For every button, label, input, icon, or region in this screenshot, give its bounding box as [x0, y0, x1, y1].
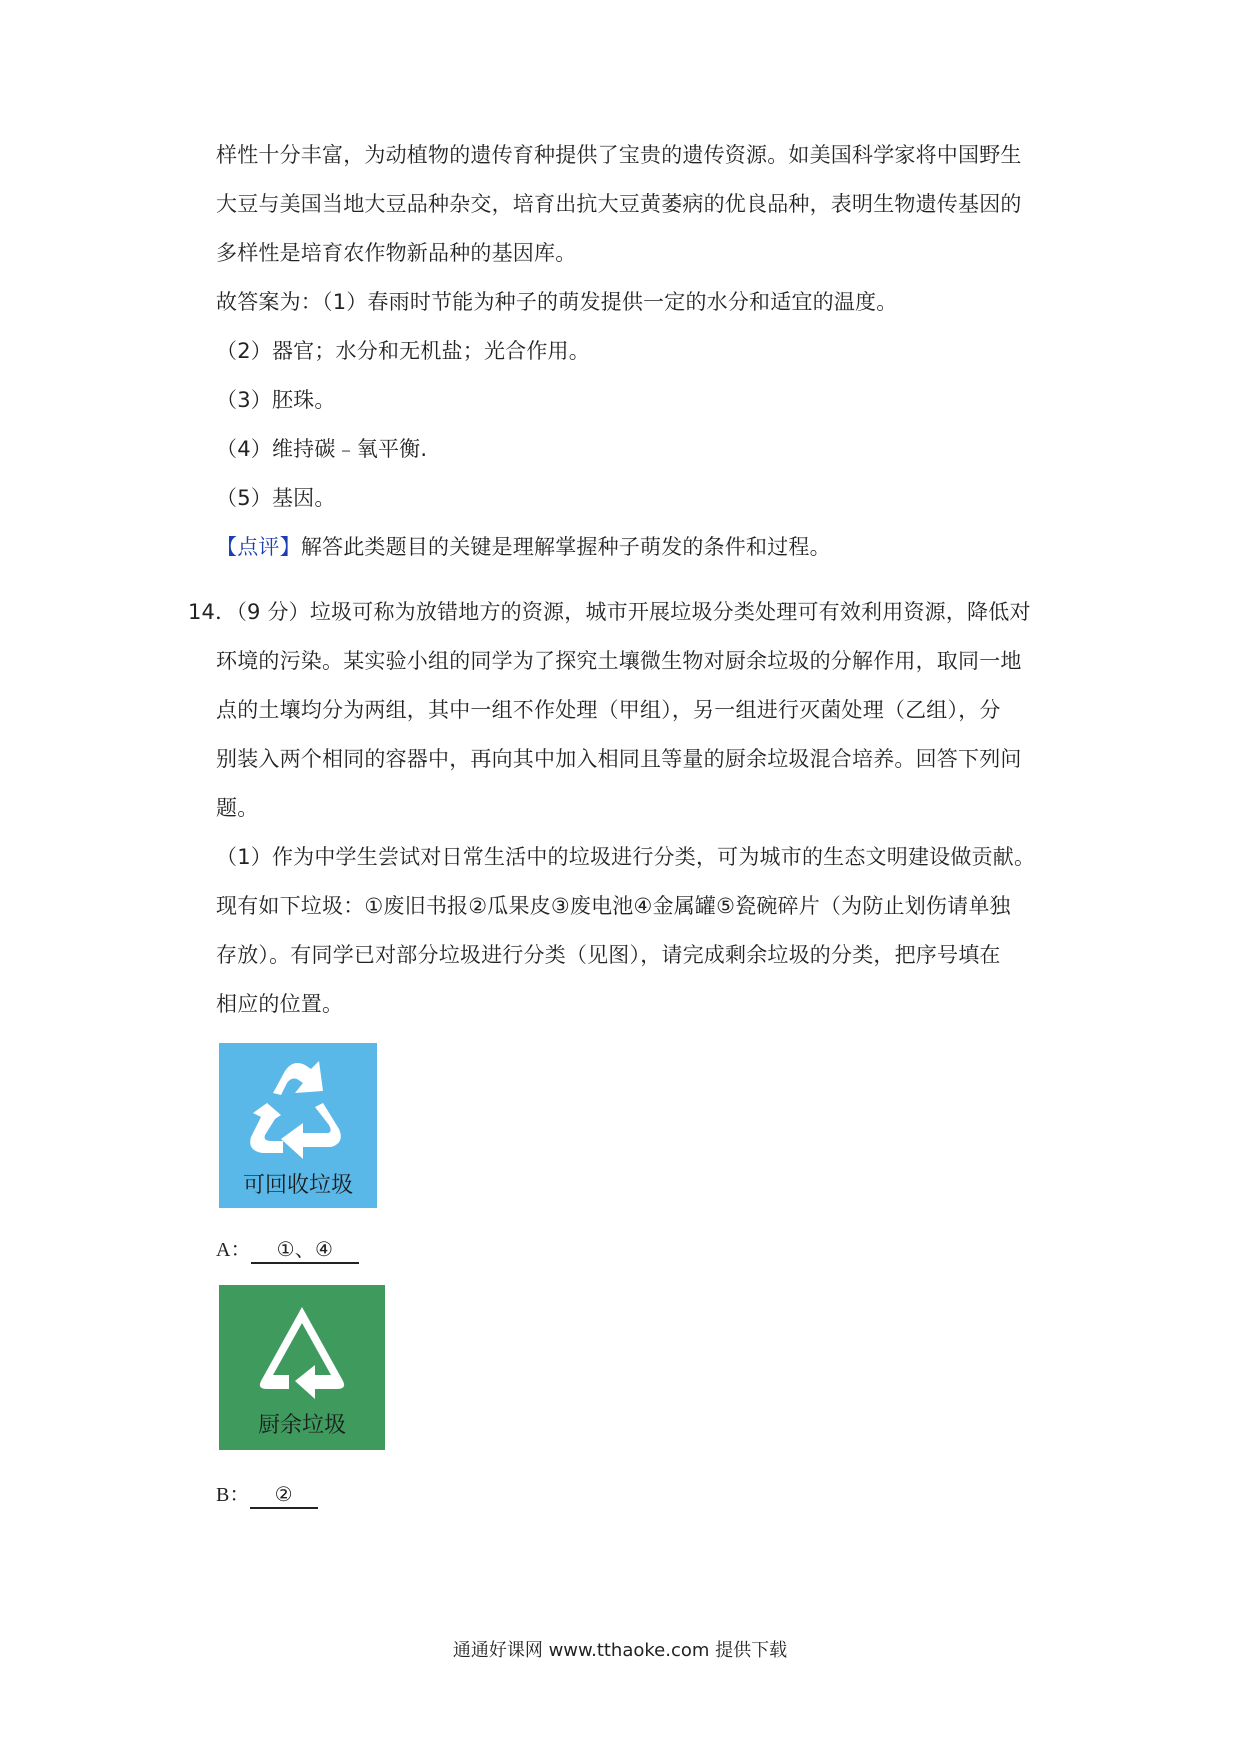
subquestion-text: 存放）。有同学已对部分垃圾进行分类（见图），请完成剩余垃圾的分类，把序号填在: [216, 943, 1001, 967]
question-text: 环境的污染。某实验小组的同学为了探究土壤微生物对厨余垃圾的分解作用，取同一地: [216, 649, 1022, 673]
answer-b-blank: ②: [250, 1483, 318, 1509]
answer-a-blank: ①、④: [251, 1238, 359, 1264]
subquestion-text: 现有如下垃圾：①废旧书报②瓜果皮③废电池④金属罐⑤瓷碗碎片（为防止划伤请单独: [216, 894, 1011, 918]
answer-intro: 故答案为：（1）春雨时节能为种子的萌发提供一定的水分和适宜的温度。: [216, 290, 898, 314]
text-line: 大豆与美国当地大豆品种杂交，培育出抗大豆黄萎病的优良品种，表明生物遗传基因的: [216, 192, 1022, 216]
answer-b: [216, 1480, 318, 1510]
answer-4: （4）维持碳﹣氧平衡.: [216, 437, 428, 461]
recycle-icon: [219, 1043, 377, 1163]
question-text: 点的土壤均分为两组，其中一组不作处理（甲组），另一组进行灭菌处理（乙组），分: [216, 698, 1001, 722]
answer-b-label: B：: [216, 1484, 250, 1506]
answer-3: （3）胚珠。: [216, 388, 336, 412]
question-text: 题。: [216, 796, 259, 820]
answer-a-label: A：: [216, 1239, 251, 1261]
bin-label: 可回收垃圾: [242, 1173, 353, 1198]
bin-label: 厨余垃圾: [257, 1413, 346, 1438]
answer-a: [216, 1235, 359, 1265]
text-line: 多样性是培育农作物新品种的基因库。: [216, 241, 577, 265]
comment-text: 解答此类题目的关键是理解掌握种子萌发的条件和过程。: [300, 535, 831, 559]
answer-5: （5）基因。: [216, 486, 336, 510]
comment-tag: 【点评】: [216, 535, 301, 559]
subquestion-text: 相应的位置。: [216, 992, 344, 1016]
question-text: 别装入两个相同的容器中，再向其中加入相同且等量的厨余垃圾混合培养。回答下列问: [216, 747, 1022, 771]
kitchen-waste-icon: [219, 1285, 385, 1405]
kitchen-waste-bin-sign: [219, 1285, 385, 1450]
page-footer: 通通好课网 www.tthaoke.com 提供下载: [452, 1640, 788, 1661]
subquestion-text: （1）作为中学生尝试对日常生活中的垃圾进行分类，可为城市的生态文明建设做贡献。: [216, 845, 1036, 869]
comment: [216, 532, 831, 562]
text-line: 样性十分丰富，为动植物的遗传育种提供了宝贵的遗传资源。如美国科学家将中国野生: [216, 143, 1022, 167]
answer-2: （2）器官；水分和无机盐；光合作用。: [216, 339, 590, 363]
recyclable-bin-sign: [219, 1043, 377, 1208]
question-text: 14．（9 分）垃圾可称为放错地方的资源，城市开展垃圾分类处理可有效利用资源，降低对: [188, 600, 1031, 624]
